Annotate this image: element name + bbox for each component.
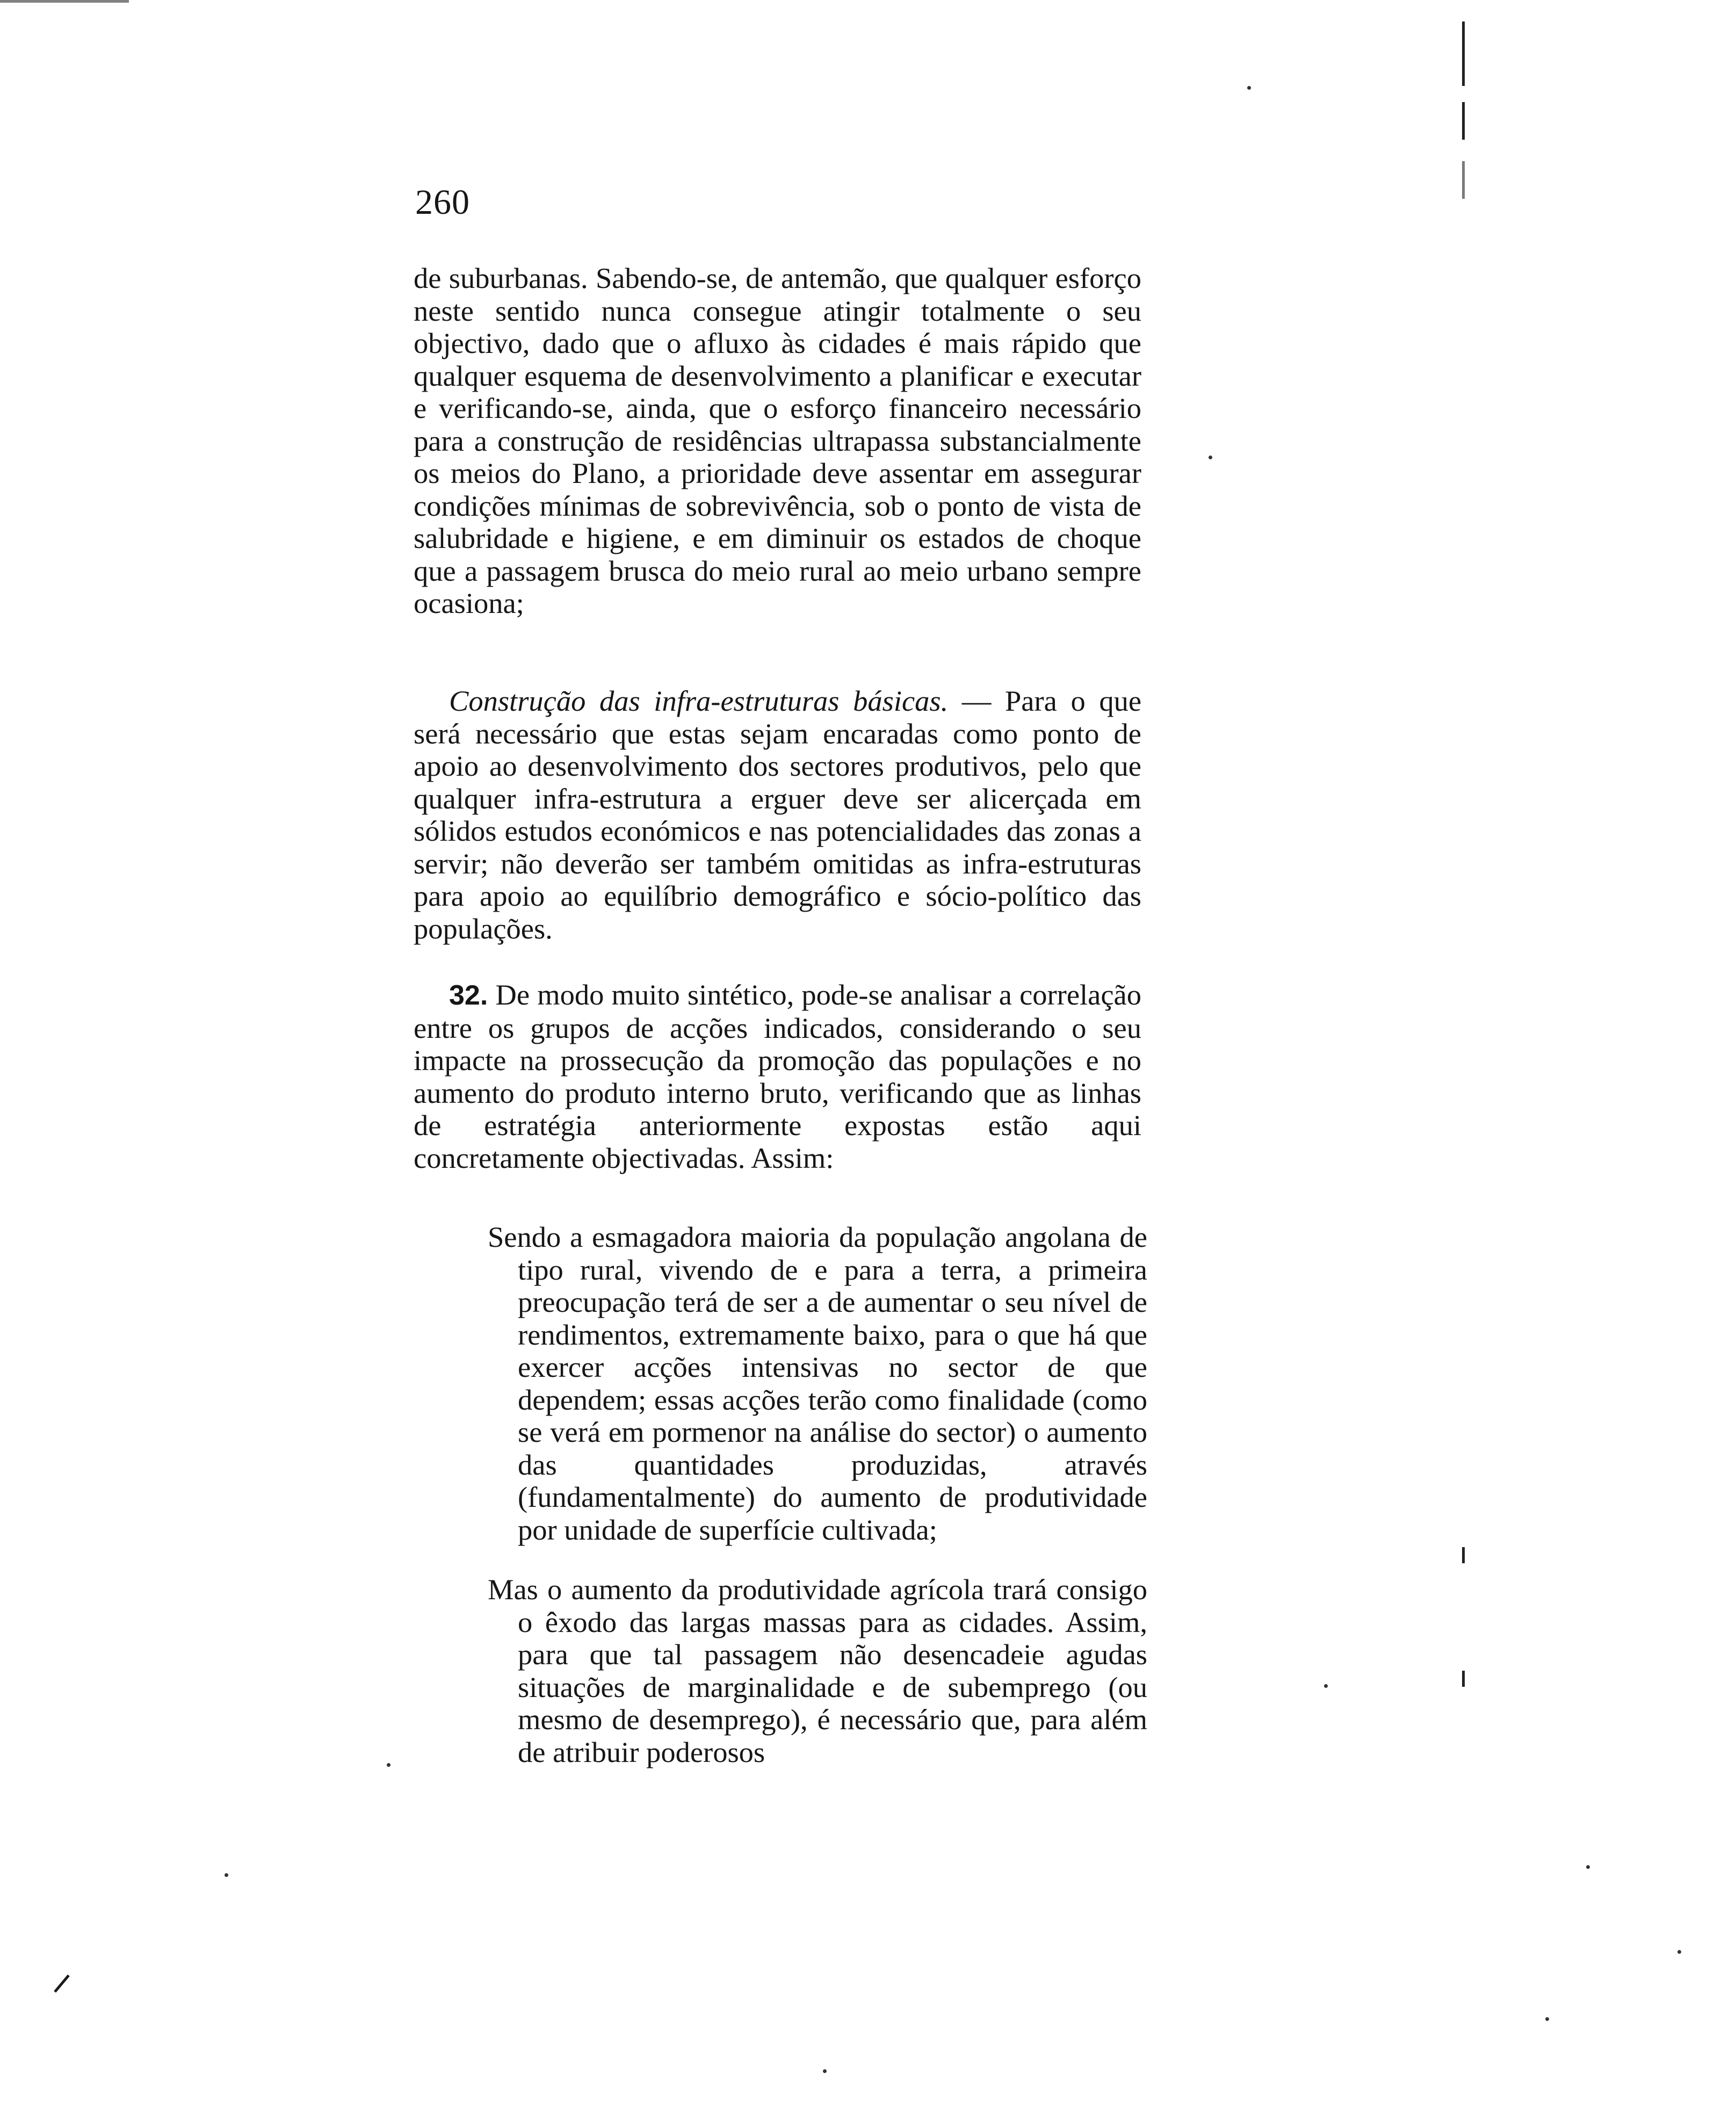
- scan-speck: [1209, 456, 1212, 459]
- paragraph-text: Para o que será necessário que estas sejam encaradas como ponto de apoio ao desenvolvimento dos sectores produtivos, pelo que qualquer infra-estrutura a erguer deve ser alicerçada em sólidos estudos económicos e nas potencialidades das zonas a servir; não deverão ser também omitidas as infra-estruturas para apoio ao equilíbrio demográfico e sócio-político das populações.: [414, 684, 1142, 945]
- paragraph-suburban-housing: [414, 262, 1141, 620]
- paragraph-text: de suburbanas. Sabendo-se, de antemão, que qualquer esforço neste sentido nunca consegue atingir totalmente o seu objectivo, dado que o afluxo às cidades é mais rápido que qualquer esquema de desenvolvimento a planificar e executar e verificando-se, ainda, que o esforço financeiro necessário para a construção de residências ultrapassa substancialmente os meios do Plano, a prioridade deve assentar em assegurar condições mínimas de sobrevivência, sob o ponto de vista de salubridade e higiene, e em diminuir os estados de choque que a passagem brusca do meio rural ao meio urbano sempre ocasiona;: [414, 262, 1141, 619]
- paragraph-body: [414, 685, 1141, 945]
- em-dash: —: [948, 684, 1005, 717]
- scan-speck: [387, 1763, 390, 1767]
- paragraph-heading: Construção das infra-estruturas básicas.: [449, 684, 949, 717]
- scan-speck: [1545, 2017, 1549, 2021]
- page-number: 260: [415, 183, 470, 222]
- paragraph-body: [414, 979, 1141, 1174]
- list-item-text: Mas o aumento da produtividade agrícola trará consigo o êxodo das largas massas para as cidades. Assim, para que tal passagem não desencadeie agudas situações de marginalidade e de subemprego (ou mesmo de desemprego), é necessário que, para além de atribuir poderosos: [488, 1573, 1147, 1768]
- scan-edge-line: [1462, 161, 1465, 199]
- scan-speck: [1247, 86, 1251, 90]
- paragraph-number: 32.: [449, 980, 488, 1011]
- scan-mark: [54, 1975, 70, 1993]
- scan-speck: [1677, 1950, 1681, 1954]
- scan-smudge-top-left: [0, 0, 129, 3]
- scan-edge-line: [1462, 1671, 1465, 1687]
- scan-speck: [823, 2069, 827, 2073]
- scan-edge-line: [1462, 102, 1465, 140]
- list-item-text: Sendo a esmagadora maioria da população angolana de tipo rural, vivendo de e para a terra, a primeira preocupação terá de ser a de aumentar o seu nível de rendimentos, extremamente baixo, para o que há que exercer acções intensivas no sector de que dependem; essas acções terão como finalidade (como se verá em pormenor na análise do sector) o aumento das quantidades produzidas, através (fundamentalmente) do aumento de produtividade por unidade de superfície cultivada;: [488, 1221, 1147, 1546]
- scan-edge-line: [1462, 21, 1465, 86]
- list-item-agricultural-productivity: [488, 1573, 1147, 1768]
- scan-speck: [1586, 1865, 1590, 1869]
- scan-speck: [1324, 1684, 1328, 1688]
- paragraph-infrastructure: [414, 685, 1141, 945]
- paragraph-text: De modo muito sintético, pode-se analisar a correlação entre os grupos de acções indicados, considerando o seu impacte na prossecução da promoção das populações e no aumento do produto interno bruto, verificando que as linhas de estratégia anteriormente expostas estão aqui concretamente objectivadas. Assim:: [414, 978, 1141, 1174]
- paragraph-32: [414, 979, 1141, 1174]
- list-item-rural-population: [488, 1221, 1147, 1546]
- scan-edge-line: [1462, 1547, 1465, 1563]
- scan-speck: [225, 1873, 228, 1877]
